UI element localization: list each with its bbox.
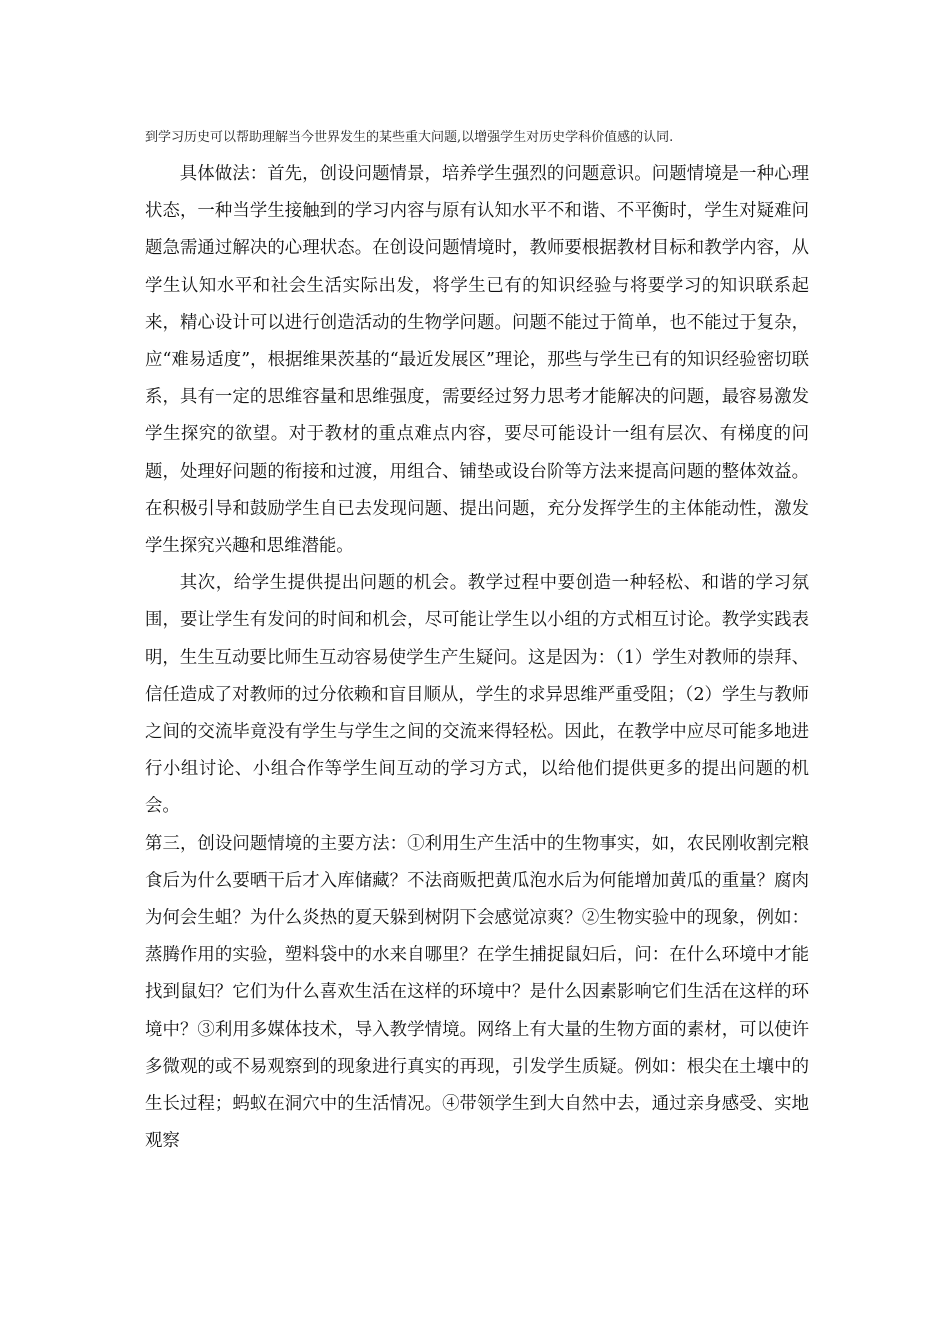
paragraph-third: 第三，创设问题情境的主要方法：①利用生产生活中的生物事实，如，农民刚收割完粮食后为什么要晒干后才入库储藏？不法商贩把黄瓜泡水后为何能增加黄瓜的重量？腐肉为何会生蛆？为什么炎热的夏天躲到树阴下会感觉凉爽？②生物实验中的现象，例如：蒸腾作用的实验，塑料袋中的水来自哪里？在学生捕捉鼠妇后，问：在什么环境中才能找到鼠妇？它们为什么喜欢生活在这样的环境中？是什么因素影响它们生活在这样的环境中？③利用多媒体技术，导入教学情境。网络上有大量的生物方面的素材，可以使许多微观的或不易观察到的现象进行真实的再现，引发学生质疑。例如：根尖在土壤中的生长过程；蚂蚁在洞穴中的生活情况。④带领学生到大自然中去，通过亲身感受、实地观察 — [145, 833, 809, 1152]
paragraph-methods: 具体做法：首先，创设问题情景，培养学生强烈的问题意识。问题情境是一种心理状态，一种当学生接触到的学习内容与原有认知水平不和谐、不平衡时，学生对疑难问题急需通过解决的心理状态。在创设问题情境时，教师要根据教材目标和教学内容，从学生认知水平和社会生活实际出发，将学生已有的知识经验与将要学习的知识联系起来，精心设计可以进行创造活动的生物学问题。问题不能过于简单，也不能过于复杂，应“难易适度”，根据维果茨基的“最近发展区”理论，那些与学生已有的知识经验密切联系，具有一定的思维容量和思维强度，需要经过努力思考才能解决的问题，最容易激发学生探究的欲望。对于教材的重点难点内容，要尽可能设计一组有层次、有梯度的问题，处理好问题的衔接和过渡，用组合、铺垫或设台阶等方法来提高问题的整体效益。在积极引导和鼓励学生自已去发现问题、提出问题，充分发挥学生的主体能动性，激发学生探究兴趣和思维潜能。 — [145, 164, 809, 557]
paragraph-second: 其次，给学生提供提出问题的机会。教学过程中要创造一种轻松、和谐的学习氛围，要让学生有发问的时间和机会，尽可能让学生以小组的方式相互讨论。教学实践表明，生生互动要比师生互动容易使学生产生疑问。这是因为：（1）学生对教师的崇拜、信任造成了对教师的过分依赖和盲目顺从，学生的求异思维严重受阻；（2）学生与教师之间的交流毕竟没有学生与学生之间的交流来得轻松。因此，在教学中应尽可能多地进行小组讨论、小组合作等学生间互动的学习方式，以给他们提供更多的提出问题的机会。 — [145, 573, 809, 817]
body-text — [145, 156, 809, 1160]
lead-line: 到学习历史可以帮助理解当今世界发生的某些重大问题,以增强学生对历史学科价值感的认同. — [145, 130, 674, 145]
